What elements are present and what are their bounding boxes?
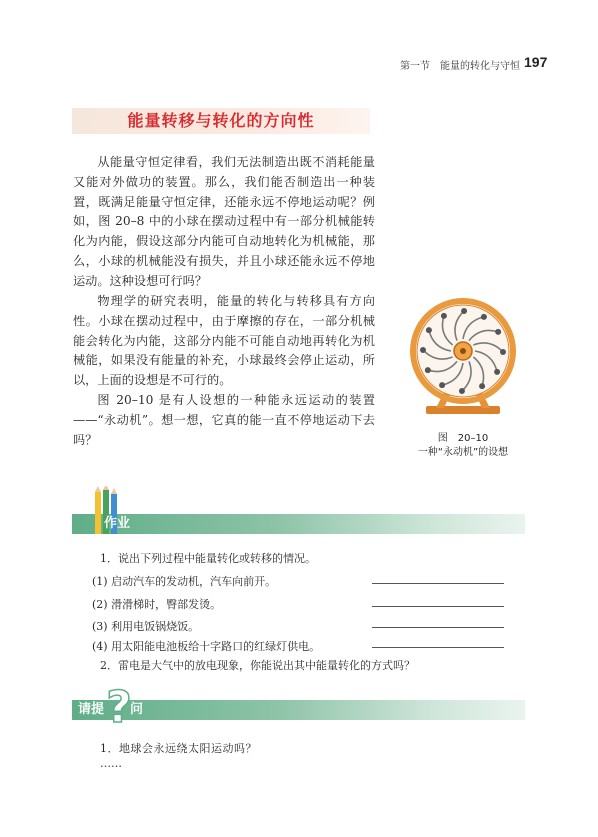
answer-line[interactable] [372, 606, 504, 607]
paragraph-1: 从能量守恒定律看，我们无法制造出既不消耗能量又能对外做功的装置。那么，我们能否制造出一种装置，既满足能量守恒定律，还能永远不停地运动呢？例如，图 20–8 中的小球在摆动过程中有一部分机械能转化为内能，假设这部分内能可自动地转化为机械能，那么，小球的机械能没有损失，并且小球还能永远不停地运动。这种设想可行吗？ [73, 155, 375, 288]
question-mark-icon [106, 684, 132, 728]
wheel-ball [500, 349, 506, 355]
wheel-ball [441, 313, 447, 319]
wheel-ball [481, 314, 487, 320]
wheel-ball [439, 382, 445, 388]
ask-heading-left: 请提 [78, 702, 105, 717]
wheel-ball [495, 329, 501, 335]
homework-item-1-3: (3) 利用电饭锅烧饭。 [92, 620, 200, 633]
ask-item-1: 1．地球会永远绕太阳运动吗？ [100, 742, 257, 755]
ask-item-ellipsis: …… [100, 757, 122, 770]
wheel-ball [420, 347, 426, 353]
section-title: 能量转移与转化的方向性 [127, 111, 315, 130]
wheel-ball [461, 308, 467, 314]
homework-item-2: 2．雷电是大气中的放电现象，你能说出其中能量转化的方式吗？ [100, 659, 415, 672]
page-number: 197 [524, 54, 548, 70]
figure-number: 图 20–10 [437, 433, 489, 444]
homework-item-1-4: (4) 用太阳能电池板给十字路口的红绿灯供电。 [92, 640, 321, 653]
figure-caption: 一种“永动机”的设想 [417, 447, 509, 458]
wheel-ball [479, 383, 485, 389]
homework-heading-bar [72, 514, 525, 534]
ask-heading-right: 问 [130, 702, 144, 717]
perpetual-motion-wheel-figure [408, 296, 518, 418]
homework-item-1-2: (2) 滑滑梯时，臀部发烫。 [92, 598, 222, 611]
running-header-section: 第一节 能量的转化与守恒 [400, 61, 520, 72]
wheel-ball [425, 367, 431, 373]
wheel-ball [459, 388, 465, 394]
paragraph-3: 图 20–10 是有人设想的一种能永远运动的装置——“永动机”。想一想，它真的能一直不停地运动下去吗？ [73, 393, 375, 447]
wheel-ball [494, 369, 500, 375]
homework-item-1-1: (1) 启动汽车的发动机，汽车向前开。 [92, 575, 277, 588]
answer-line[interactable] [372, 583, 504, 584]
answer-line[interactable] [372, 627, 504, 628]
answer-line[interactable] [372, 647, 504, 648]
wheel-ball [426, 327, 432, 333]
homework-heading: 作业 [104, 516, 131, 531]
homework-item-1: 1．说出下列过程中能量转化或转移的情况。 [100, 552, 316, 565]
paragraph-2: 物理学的研究表明，能量的转化与转移具有方向性。小球在摆动过程中，由于摩擦的存在，一部分机械能会转化为内能，这部分内能不可能自动地再转化为机械能，如果没有能量的补充，小球最终会停止运动，所以，上面的设想是不可行的。 [73, 294, 375, 388]
svg-text:?: ? [106, 684, 132, 728]
